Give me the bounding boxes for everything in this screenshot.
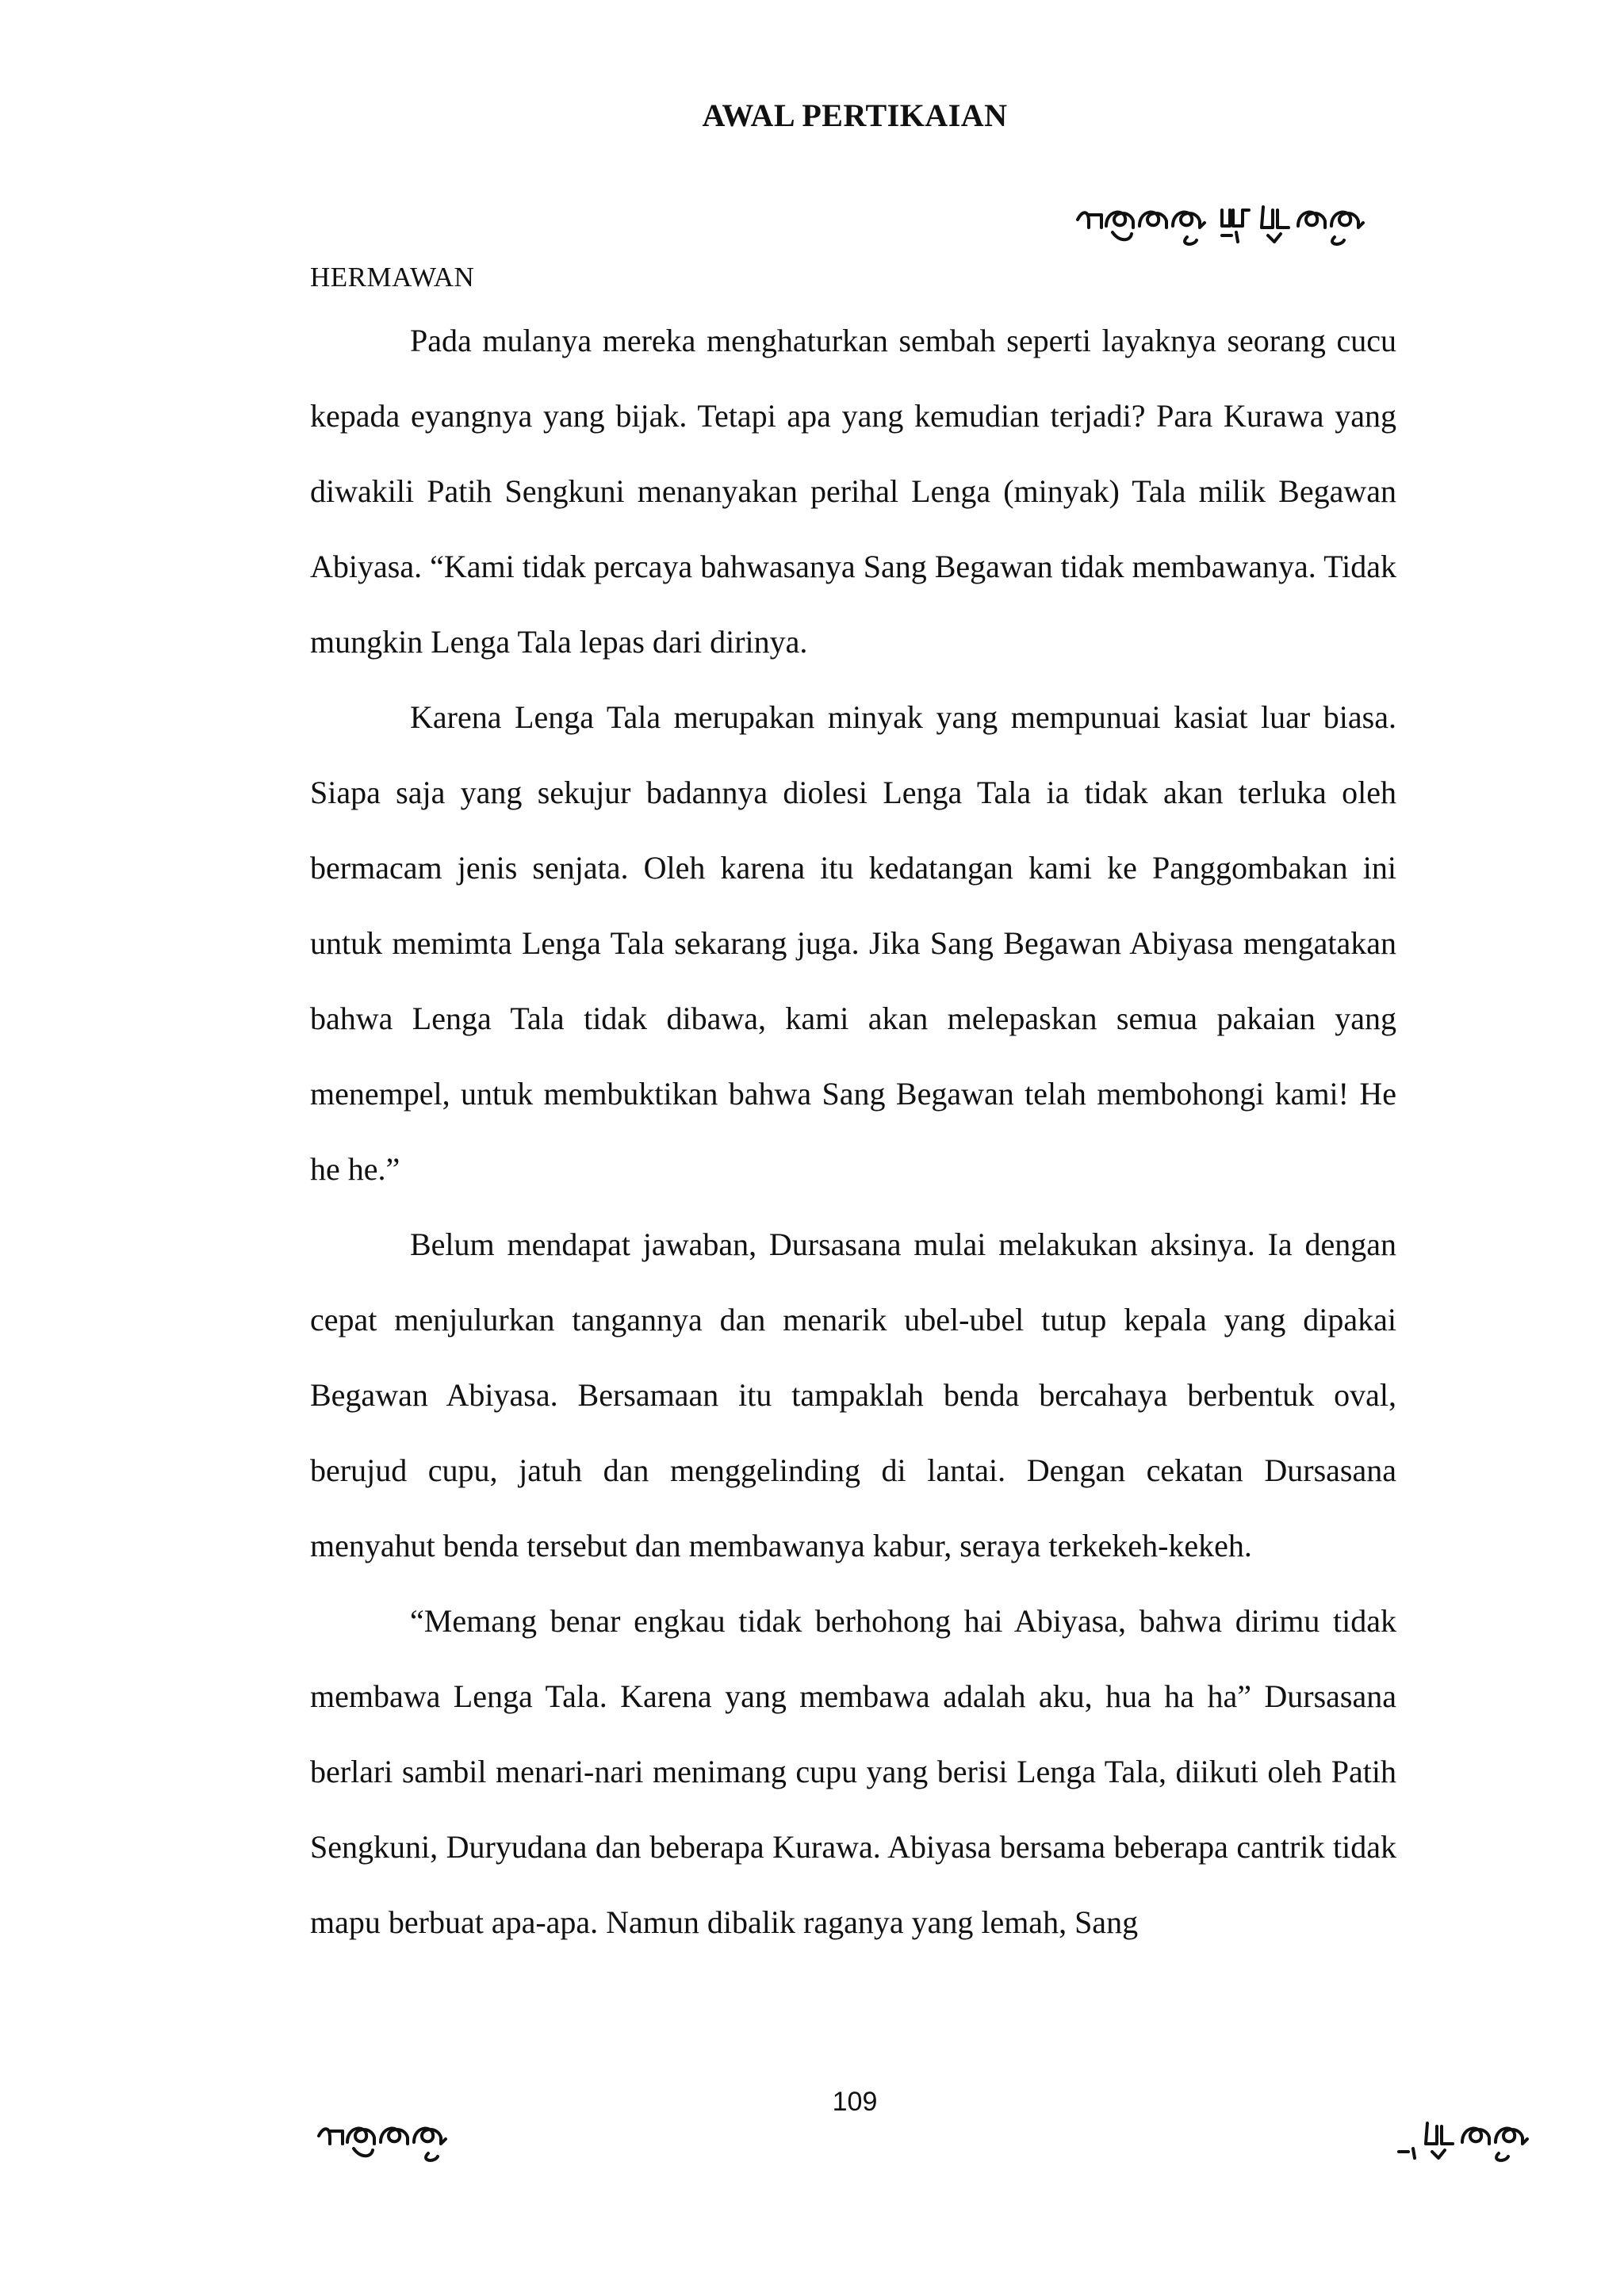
paragraph: Pada mulanya mereka menghaturkan sembah seperti layaknya seorang cucu kepada eyangnya yang bijak. Tetapi apa yang kemudian terjadi? Para Kurawa yang diwakili Patih Sengkuni menanyakan perihal Lenga (minyak) Tala milik Begawan Abiyasa. “Kami tidak percaya bahwasanya Sang Begawan tidak membawanya. Tidak mungkin Lenga Tala lepas dari dirinya. [310, 323, 1396, 660]
author-name: HERMAWAN [310, 262, 475, 293]
story-body [310, 303, 1396, 1960]
chapter-title: AWAL PERTIKAIAN [702, 98, 1008, 133]
javanese-script-header-icon [1074, 186, 1408, 250]
paragraph: Karena Lenga Tala merupakan minyak yang mempunuai kasiat luar biasa. Siapa saja yang sekujur badannya diolesi Lenga Tala ia tidak akan terluka oleh bermacam jenis senjata. Oleh karena itu kedatangan kami ke Panggombakan ini untuk memimta Lenga Tala sekarang juga. Jika Sang Begawan Abiyasa mengatakan bahwa Lenga Tala tidak dibawa, kami akan melepaskan semua pakaian yang menempel, untuk membuktikan bahwa Sang Begawan telah membohongi kami! He he he.” [310, 699, 1396, 1187]
javanese-script-footer-left-icon [316, 2103, 490, 2166]
paragraph: Belum mendapat jawaban, Dursasana mulai melakukan aksinya. Ia dengan cepat menjulurkan tangannya dan menarik ubel-ubel tutup kepala yang dipakai Begawan Abiyasa. Bersamaan itu tampaklah benda bercahaya berbentuk oval, berujud cupu, jatuh dan menggelinding di lantai. Dengan cekatan Dursasana menyahut benda tersebut dan membawanya kabur, seraya terkekeh-kekeh. [310, 1226, 1396, 1563]
page-number: 109 [832, 2087, 878, 2117]
javanese-script-footer-right-icon [1396, 2103, 1554, 2166]
paragraph: “Memang benar engkau tidak berhohong hai Abiyasa, bahwa dirimu tidak membawa Lenga Tala. Karena yang membawa adalah aku, hua ha ha” Dursasana berlari sambil menari-nari menimang cupu yang berisi Lenga Tala, diikuti oleh Patih Sengkuni, Duryudana dan beberapa Kurawa. Abiyasa bersama beberapa cantrik tidak mapu berbuat apa-apa. Namun dibalik raganya yang lemah, Sang [310, 1603, 1396, 1940]
